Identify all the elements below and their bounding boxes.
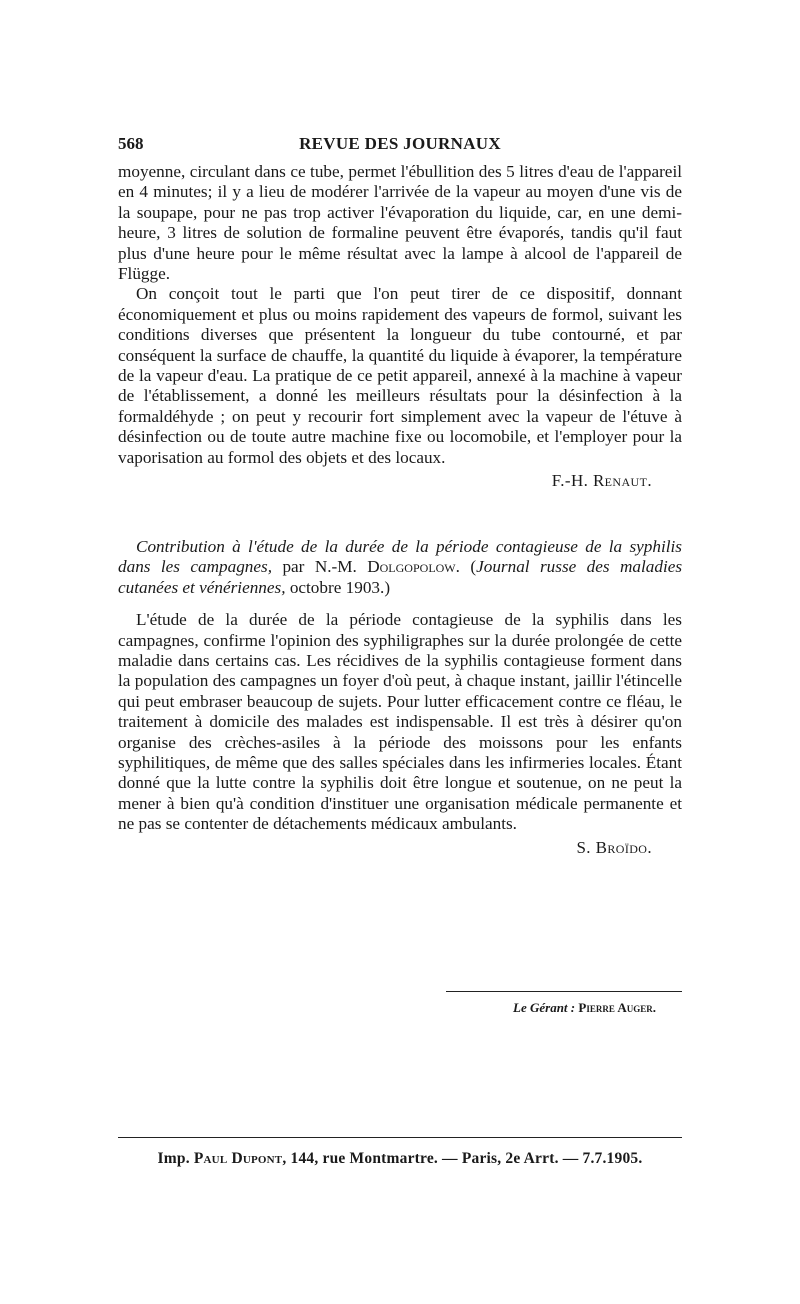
running-header (118, 134, 682, 158)
article2-by: par (282, 557, 305, 577)
article1-paragraph-1: moyenne, circulant dans ce tube, permet l'ébullition des 5 litres d'eau de l'appareil en 4 minutes; il y a lieu de modérer l'arrivée de la vapeur au moyen d'une vis de la soupape, pour ne pas trop activer l'évaporation du liquide, car, en une demi-heure, 3 litres de solution de formaline peuvent être évaporés, tandis qu'il faut plus d'une heure pour le même résultat avec la lampe à alcool de l'appareil de Flügge. (118, 162, 682, 284)
article2-date: octobre 1903.) (289, 577, 391, 597)
imprint-printer: Paul Dupont, (193, 1150, 287, 1167)
article2-title: Contribution à l'étude de la durée de la période contagieuse de la syphilis dans les campagnes, (118, 537, 682, 577)
article2-heading (118, 537, 682, 598)
gerant-rule (446, 991, 682, 992)
imprint-end: 144, rue Montmartre. — Paris, 2e Arrt. — 7.7.1905. (290, 1150, 643, 1167)
article-renaut (118, 162, 682, 492)
article1-paragraph-2: On conçoit tout le parti que l'on peut tirer de ce dispositif, donnant économiquement et plus ou moins rapidement des vapeurs de formol, suivant les conditions diverses que présentent la longueur du tube contourné, et par conséquent la surface de chauffe, la quantité du liquide à évaporer, la température de la vapeur d'eau. La pratique de ce petit appareil, annexé à la machine à vapeur de l'établissement, a donné les meilleurs résultats pour la désinfection à la formaldéhyde ; on peut y recourir fort simplement avec la vapeur de l'étuve à désinfection ou de toute autre machine fixe ou locomobile, et l'employer pour la vaporisation au formol des objets et des locaux. (118, 284, 682, 467)
article1-signature (118, 471, 682, 491)
article2-journal: Journal russe des maladies cutanées et vénériennes, (118, 557, 683, 597)
page-number: 568 (118, 134, 144, 153)
printer-imprint (118, 1150, 682, 1168)
journal-title: REVUE DES JOURNAUX (299, 134, 501, 153)
article2-author: N.-M. Dolgopolow. (314, 557, 460, 577)
article2-signature (118, 838, 682, 858)
signature-name: Renaut. (592, 471, 652, 491)
article2-journal-open: ( (470, 557, 477, 577)
article2-paragraph: L'étude de la durée de la période contagieuse de la syphilis dans les campagnes, confirme l'opinion des syphiligraphes sur la durée prolongée de cette maladie dans certains cas. Les récidives de la syphilis contagieuse forment dans la population des campagnes un foyer d'où peut, à chaque instant, jaillir l'étincelle qui peut embraser beaucoup de sujets. Pour lutter efficacement contre ce fléau, le traitement à domicile des malades est indispensable. Il est très à désirer qu'on organise des crèches-asiles à la période des moissons pour les enfants syphilitiques, de même que des salles spéciales dans les infirmeries locales. Étant donné que la lutte contre la syphilis doit être longue et soutenue, on ne peut la mener à bien qu'à condition d'instituer une organisation médicale permanente et ne pas se contenter de détachements médicaux ambulants. (118, 610, 682, 834)
gerant-name: Pierre Auger. (578, 1000, 656, 1015)
article-dolgopolow (118, 537, 682, 858)
imprint-start: Imp. (157, 1150, 190, 1167)
signature-initial: S. (576, 837, 591, 857)
signature-name: Broïdo. (595, 837, 652, 857)
gerant-label: Le Gérant : (513, 1000, 576, 1015)
gerant-line (446, 1000, 656, 1016)
imprint-rule (118, 1137, 682, 1138)
signature-initials: F.-H. (551, 471, 589, 491)
